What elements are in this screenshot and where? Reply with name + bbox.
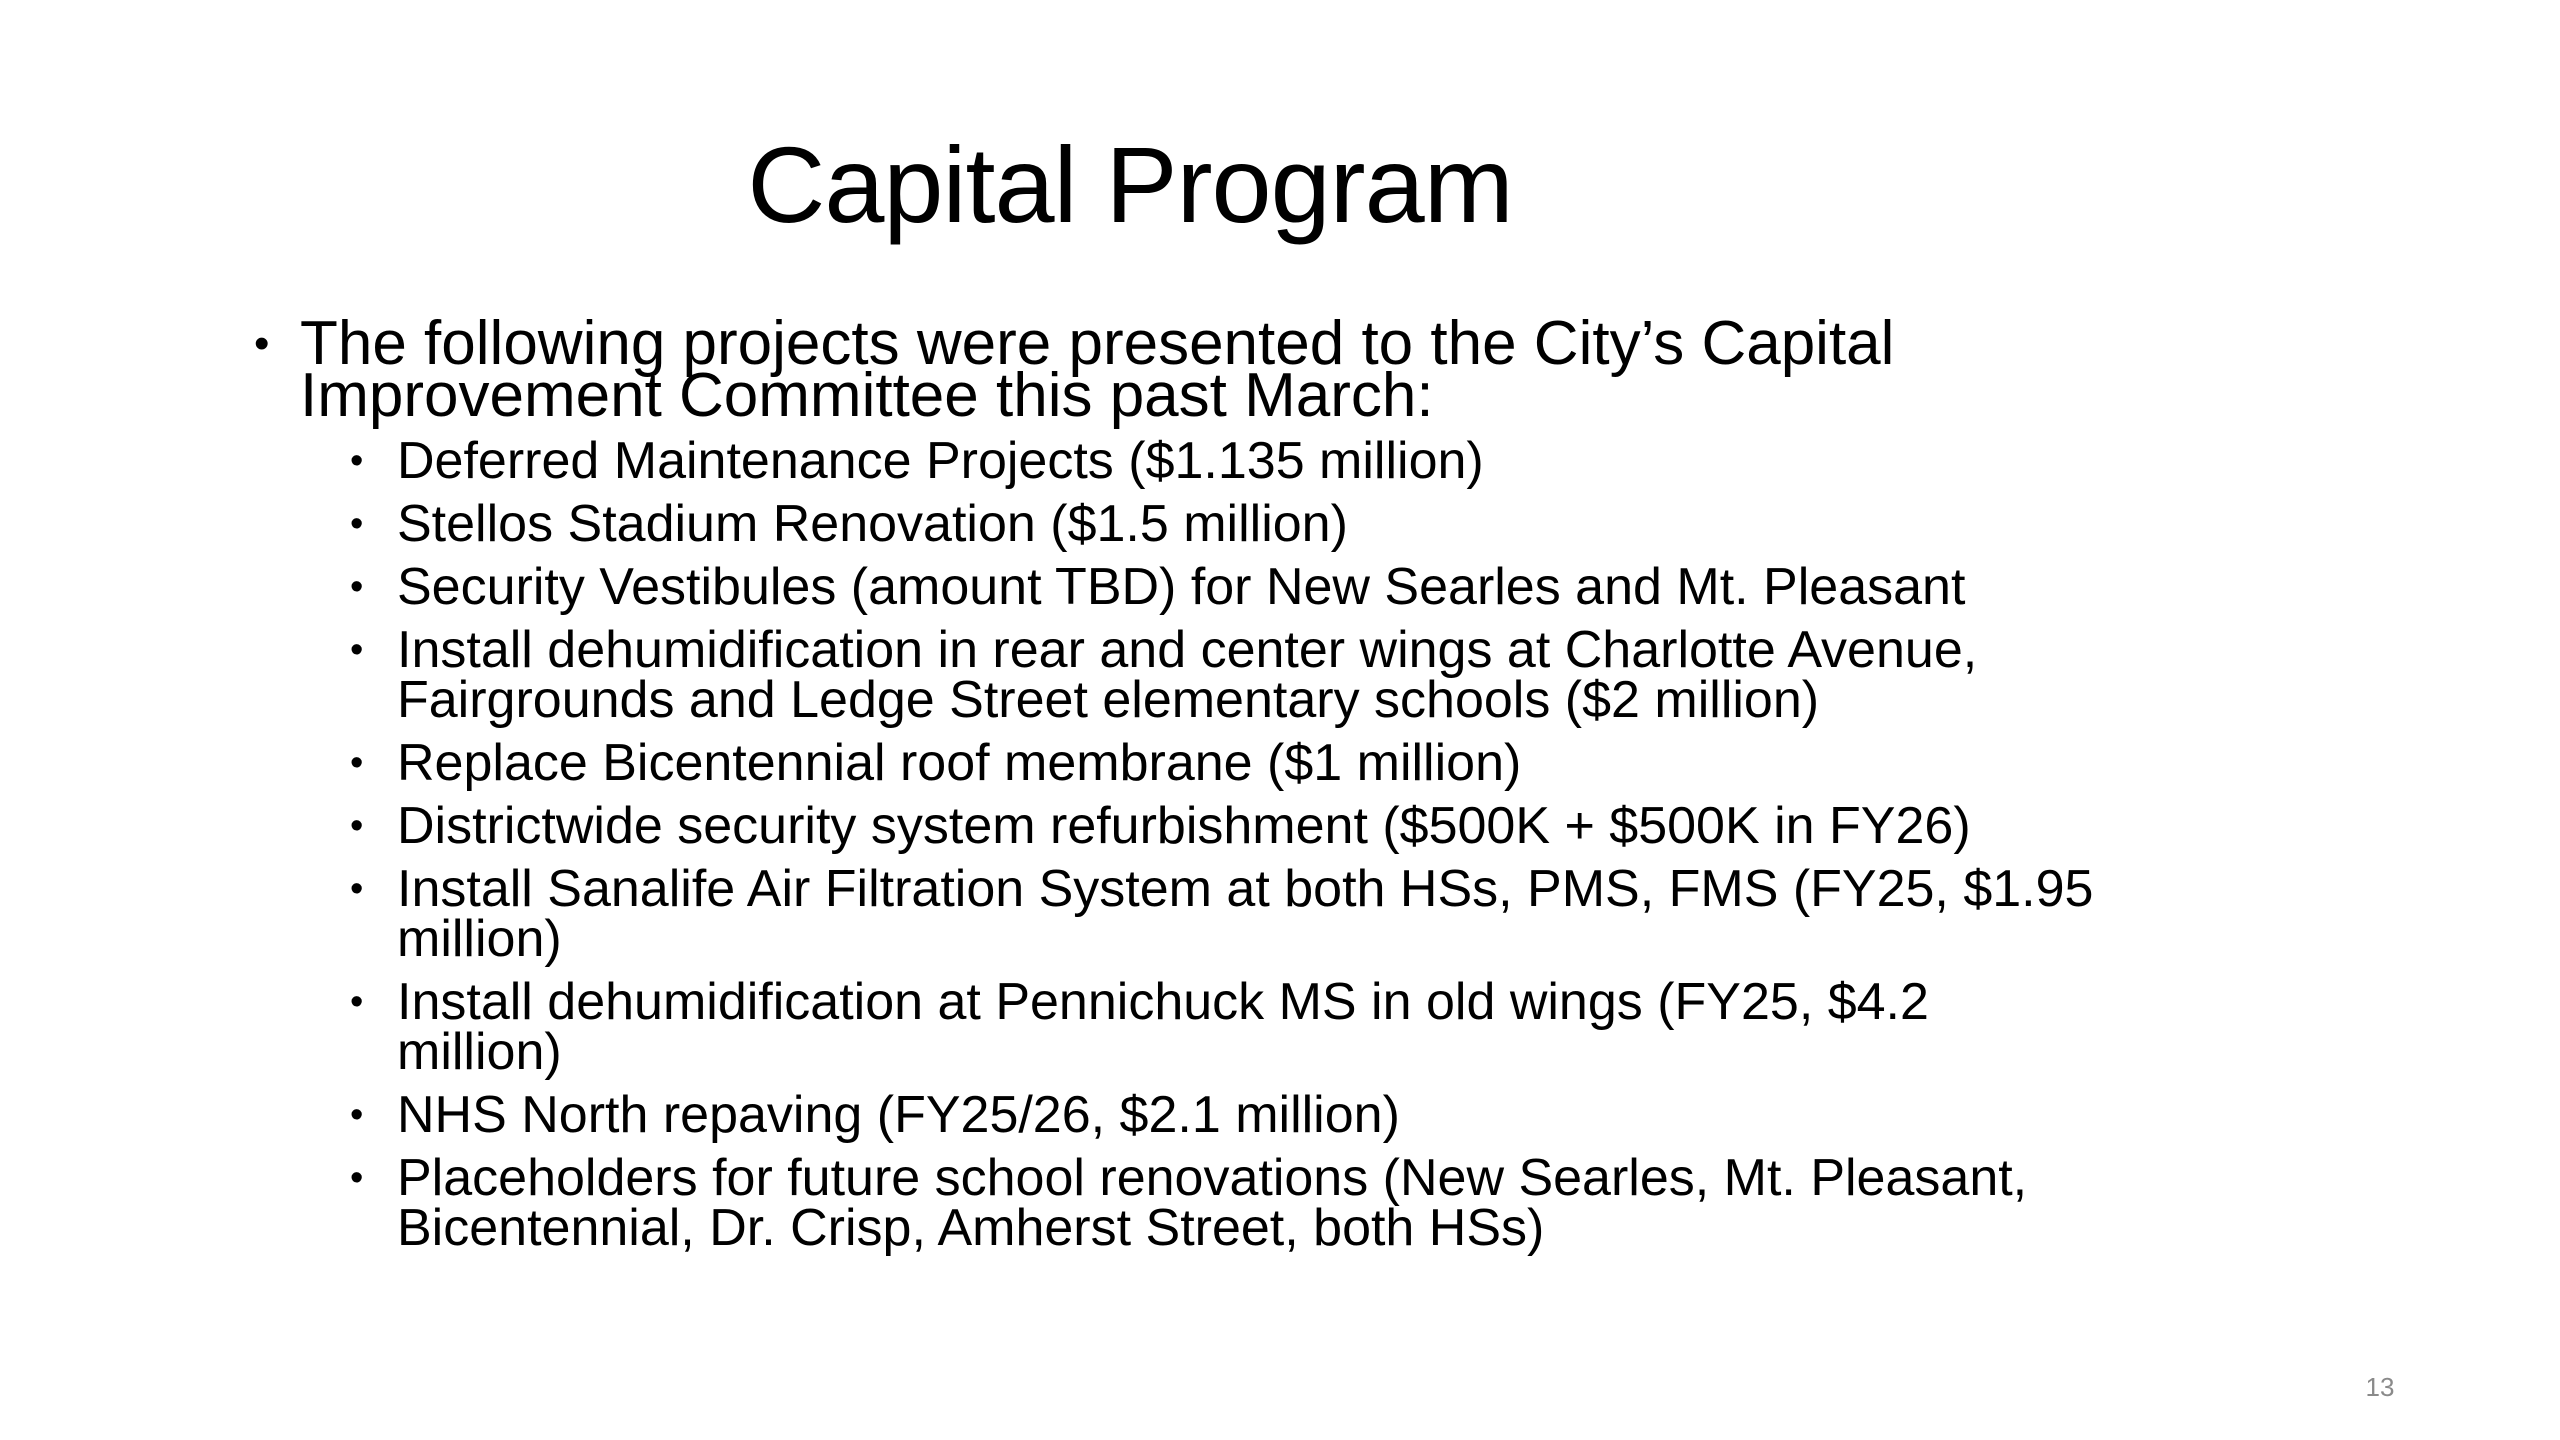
list-item-text-line2: million) (397, 1023, 562, 1081)
list-item-text: Replace Bicentennial roof membrane ($1 million) (397, 734, 1522, 792)
list-item (348, 797, 2248, 855)
list-item (348, 558, 2248, 616)
list-item-text: NHS North repaving (FY25/26, $2.1 million) (397, 1086, 1400, 1144)
list-item-text: Deferred Maintenance Projects ($1.135 million) (397, 432, 1484, 490)
intro-text: The following projects were presented to the City’s Capital Improvement Committee this past March: (300, 309, 1895, 430)
list-item-text-line2: Bicentennial, Dr. Crisp, Amherst Street, both HSs) (397, 1199, 1545, 1257)
list-item-text: Security Vestibules (amount TBD) for New Searles and Mt. Pleasant (397, 558, 1966, 616)
list-item-text-line1: Install dehumidification in rear and center wings at Charlotte Avenue, (397, 621, 1978, 679)
slide-body (248, 309, 2248, 1266)
list-item-text-line1: Install dehumidification at Pennichuck MS in old wings (FY25, $4.2 (397, 973, 1929, 1031)
intro-bullet (248, 309, 2248, 430)
bullet-icon: • (350, 629, 364, 671)
list-item-text-line2: million) (397, 910, 562, 968)
list-item-text: Districtwide security system refurbishment ($500K + $500K in FY26) (397, 797, 1971, 855)
list-item-text-line1: Placeholders for future school renovations (New Searles, Mt. Pleasant, (397, 1149, 2028, 1207)
list-item (348, 621, 2248, 729)
project-list (348, 432, 2248, 1257)
bullet-icon: • (350, 566, 364, 608)
list-item (348, 495, 2248, 553)
list-item (348, 860, 2248, 968)
list-item (348, 734, 2248, 792)
slide-title: Capital Program (747, 124, 1513, 245)
list-item (348, 432, 2248, 490)
bullet-icon: • (350, 868, 364, 910)
list-item-text-line2: Fairgrounds and Ledge Street elementary schools ($2 million) (397, 671, 1820, 729)
page-number: 13 (2365, 1372, 2395, 1402)
list-item (348, 1086, 2248, 1144)
list-item-text-line1: Install Sanalife Air Filtration System at both HSs, PMS, FMS (FY25, $1.95 (397, 860, 2094, 918)
bullet-icon: • (350, 742, 364, 784)
bullet-icon: • (350, 1157, 364, 1199)
bullet-icon: • (350, 503, 364, 545)
list-item (348, 973, 2248, 1081)
bullet-icon: • (254, 319, 270, 368)
list-item-text: Stellos Stadium Renovation ($1.5 million) (397, 495, 1348, 553)
bullet-icon: • (350, 440, 364, 482)
bullet-icon: • (350, 805, 364, 847)
list-item (348, 1149, 2248, 1257)
bullet-icon: • (350, 1094, 364, 1136)
bullet-icon: • (350, 981, 364, 1023)
